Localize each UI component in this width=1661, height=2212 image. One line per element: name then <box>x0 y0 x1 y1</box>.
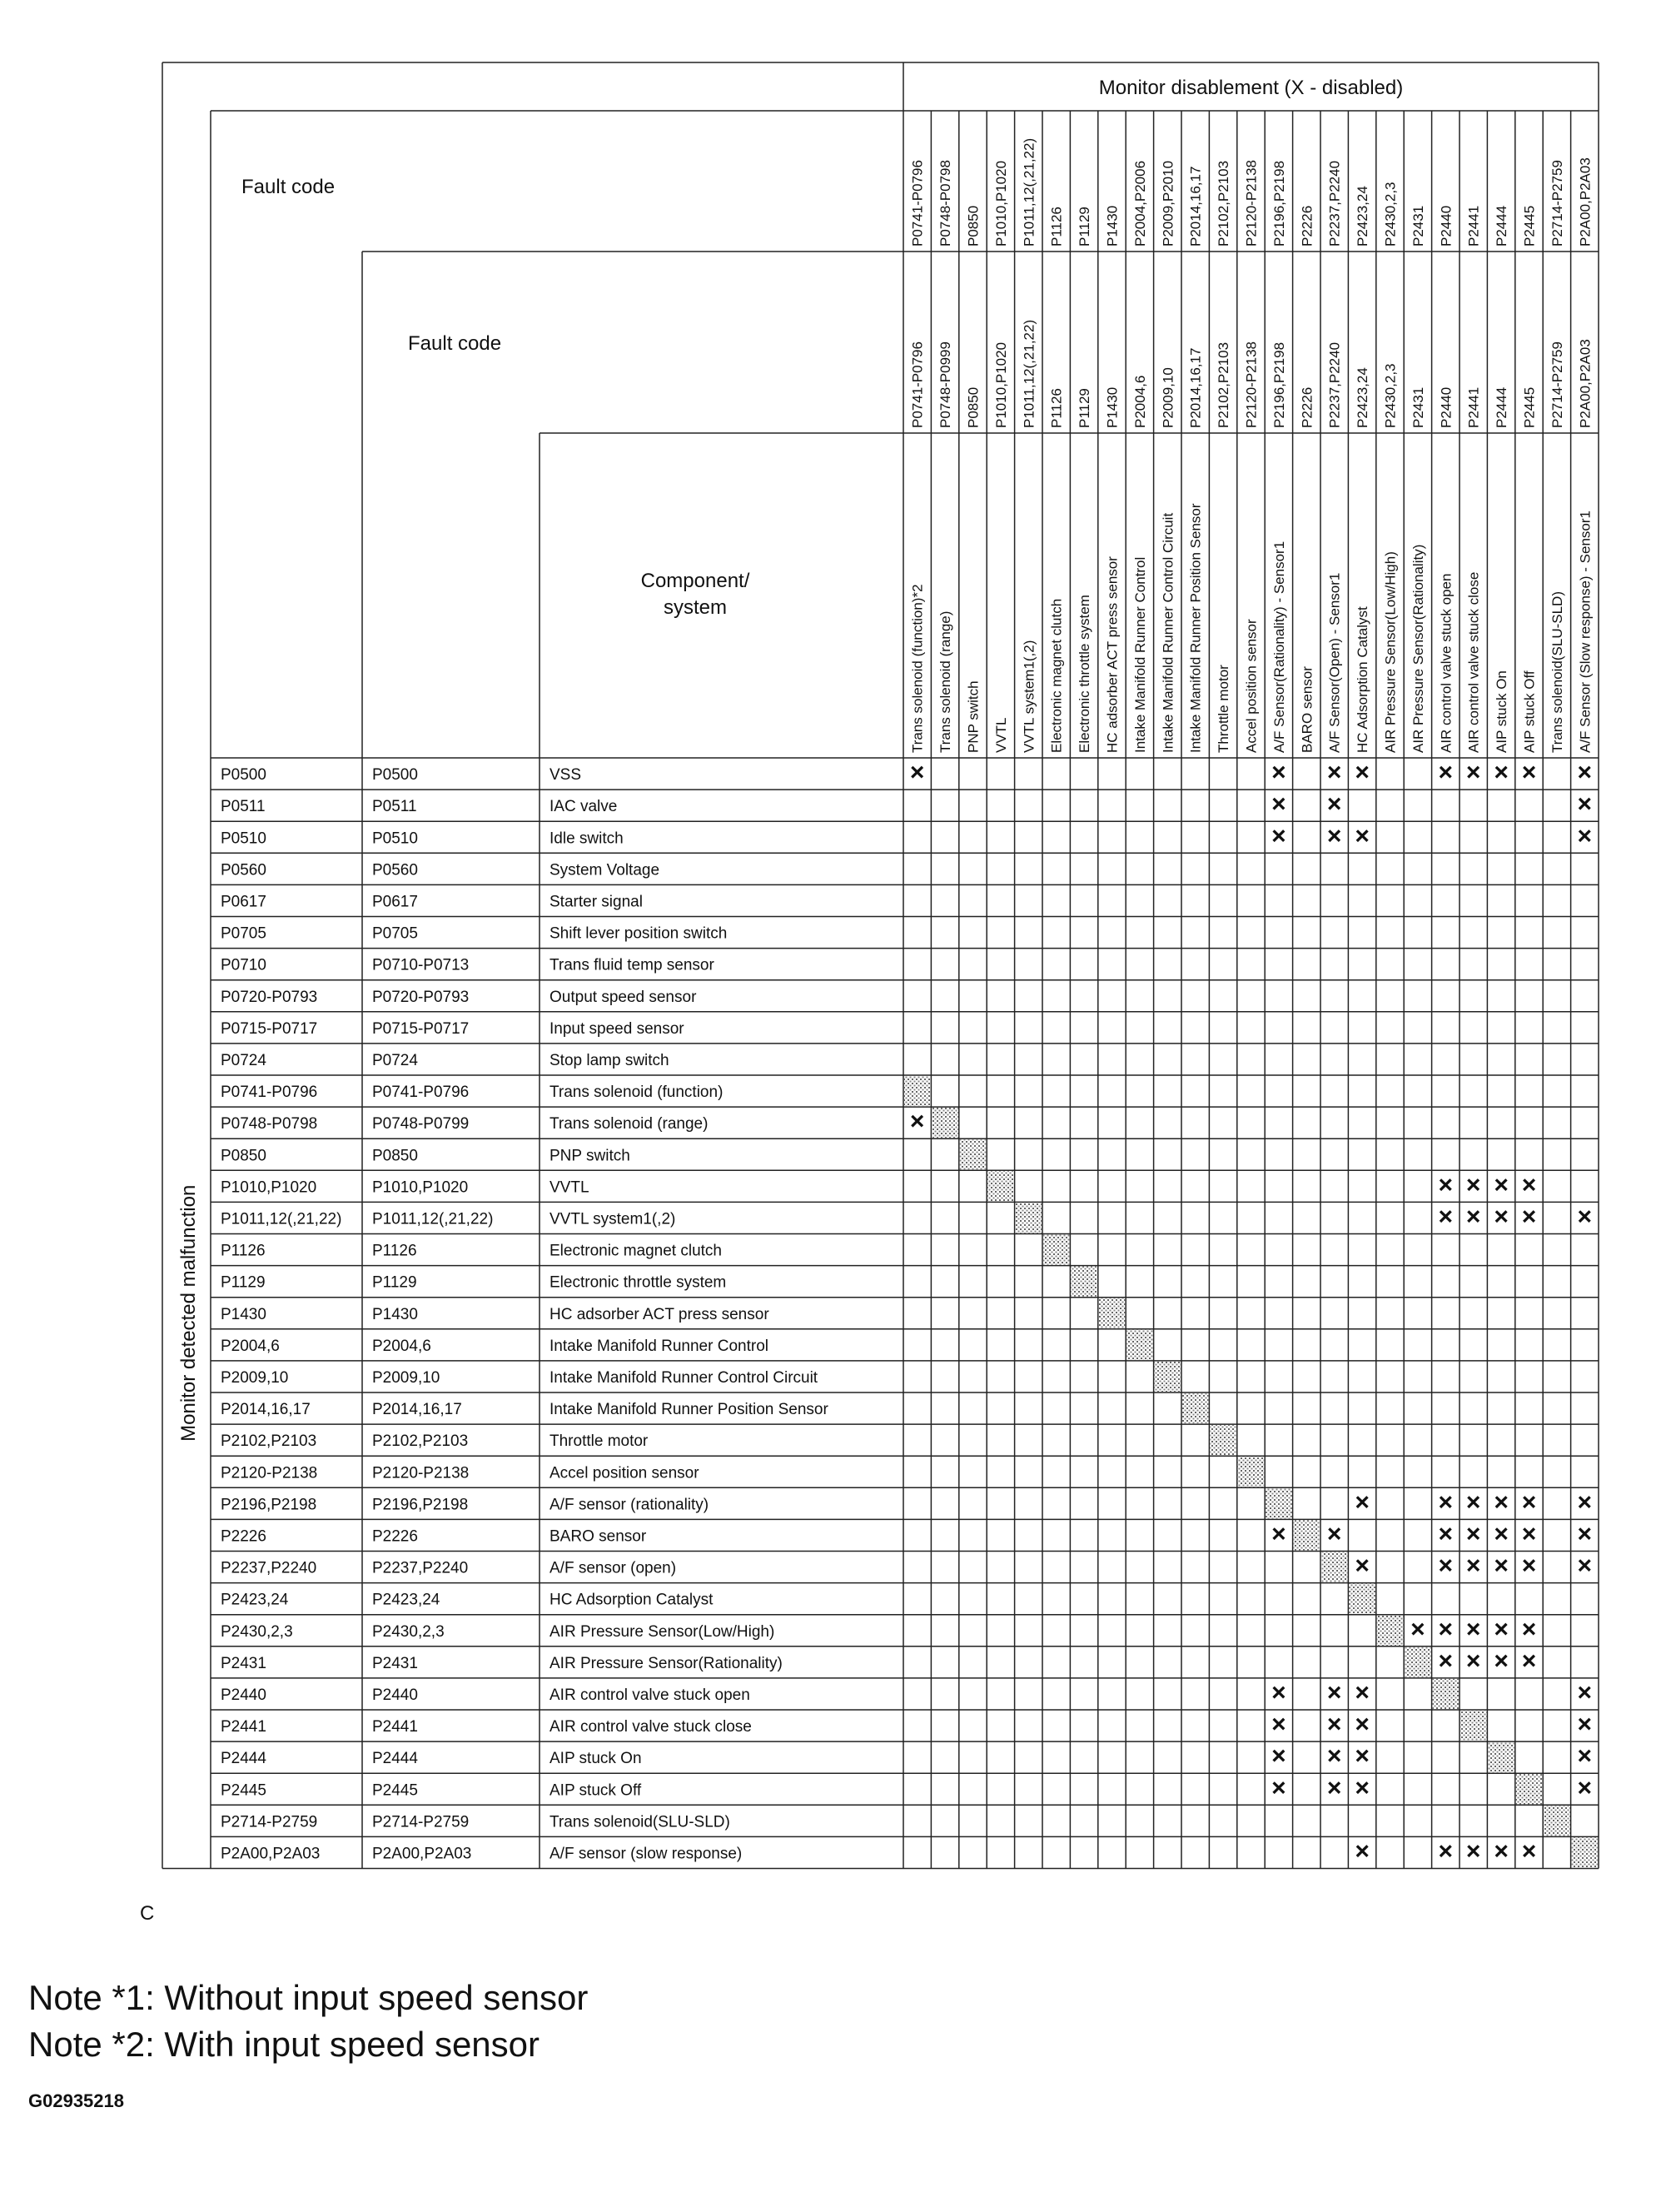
row-code2: P2440 <box>372 1686 418 1704</box>
component-label-line2: system <box>663 596 728 619</box>
row-component: Idle switch <box>550 830 624 848</box>
shaded-cell <box>1182 1393 1208 1423</box>
row-code2: P0705 <box>372 924 418 943</box>
row-component: PNP switch <box>550 1147 630 1165</box>
column-component: Throttle motor <box>1216 665 1232 753</box>
x-mark: × <box>1465 1520 1481 1548</box>
x-mark: × <box>1494 1488 1509 1517</box>
column-code2: P2423,24 <box>1355 367 1371 428</box>
x-mark: × <box>1326 1774 1342 1802</box>
row-code1: P0617 <box>221 893 266 911</box>
shaded-cell <box>1321 1552 1347 1582</box>
column-code1: P2714-P2759 <box>1549 160 1565 247</box>
x-mark: × <box>1326 1742 1342 1771</box>
column-code2: P2226 <box>1299 386 1315 428</box>
column-component: AIP stuck On <box>1494 670 1510 753</box>
column-code1: P2237,P2240 <box>1326 160 1343 247</box>
x-mark: × <box>1465 1552 1481 1580</box>
x-mark: × <box>1577 1742 1593 1771</box>
row-component: AIR Pressure Sensor(Low/High) <box>550 1622 775 1641</box>
row-component: A/F sensor (open) <box>550 1559 677 1577</box>
column-code2: P1010,P1020 <box>992 341 1009 428</box>
x-mark: × <box>1521 1615 1537 1643</box>
x-mark: × <box>1326 759 1342 787</box>
x-mark: × <box>1355 1552 1370 1580</box>
column-code2: P2237,P2240 <box>1326 341 1343 428</box>
column-component: Trans solenoid (range) <box>937 610 954 753</box>
row-code1: P0510 <box>221 830 266 848</box>
row-code2: P0710-P0713 <box>372 956 470 974</box>
column-component: A/F Sensor (Slow response) - Sensor1 <box>1577 510 1594 753</box>
column-code2: P0850 <box>965 386 982 428</box>
column-component: Intake Manifold Runner Control Circuit <box>1160 512 1176 753</box>
row-code2: P2102,P2103 <box>372 1432 469 1451</box>
row-code1: P2120-P2138 <box>221 1464 318 1482</box>
column-code1: P1430 <box>1104 205 1121 247</box>
column-code1: P0748-P0798 <box>937 160 954 247</box>
column-component: Electronic throttle system <box>1077 595 1093 753</box>
row-component: AIR control valve stuck close <box>550 1718 752 1736</box>
table-text <box>177 77 1593 1865</box>
x-mark: × <box>1521 1488 1537 1517</box>
shaded-cell <box>1377 1616 1403 1646</box>
row-code2: P2120-P2138 <box>372 1464 470 1482</box>
x-mark: × <box>1465 1171 1481 1199</box>
row-component: Throttle motor <box>550 1432 649 1451</box>
column-component: AIR control valve stuck close <box>1465 571 1482 753</box>
row-code1: P2440 <box>221 1686 266 1704</box>
shaded-cell <box>904 1076 930 1106</box>
shaded-cell <box>1544 1806 1569 1836</box>
component-label-line1: Component/ <box>640 570 750 592</box>
column-component: Intake Manifold Runner Control <box>1131 556 1148 753</box>
row-component: Starter signal <box>550 893 643 911</box>
shaded-cell <box>1572 1837 1598 1867</box>
x-mark: × <box>1438 1552 1454 1580</box>
row-code1: P0500 <box>221 766 266 785</box>
row-code1: P2441 <box>221 1718 266 1736</box>
column-code2: P2430,2,3 <box>1382 363 1399 428</box>
shaded-cell <box>1238 1457 1264 1487</box>
x-mark: × <box>1577 1552 1593 1580</box>
x-mark: × <box>1494 1615 1509 1643</box>
row-code2: P0511 <box>372 798 417 816</box>
column-code2: P2014,16,17 <box>1187 347 1204 428</box>
column-component: Trans solenoid(SLU-SLD) <box>1549 591 1565 753</box>
x-mark: × <box>1465 1647 1481 1675</box>
column-code2: P1129 <box>1077 388 1093 428</box>
row-code2: P2714-P2759 <box>372 1813 470 1831</box>
x-mark: × <box>1494 1552 1509 1580</box>
row-code1: P0850 <box>221 1147 266 1165</box>
x-mark: × <box>1355 1488 1370 1517</box>
row-code1: P2A00,P2A03 <box>221 1845 321 1863</box>
row-component: Electronic throttle system <box>550 1273 727 1292</box>
x-mark: × <box>1438 1615 1454 1643</box>
column-code1: P2445 <box>1521 205 1538 247</box>
top-header-label: Monitor disablement (X - disabled) <box>1098 77 1404 99</box>
row-code1: P0715-P0717 <box>221 1019 318 1038</box>
row-code2: P2009,10 <box>372 1368 440 1387</box>
row-component: Intake Manifold Runner Control <box>550 1337 768 1355</box>
shaded-cell <box>1126 1330 1152 1360</box>
row-code2: P2444 <box>372 1750 418 1768</box>
row-component: AIR Pressure Sensor(Rationality) <box>550 1654 783 1672</box>
column-code1: P2430,2,3 <box>1382 182 1399 247</box>
row-code1: P0710 <box>221 956 266 974</box>
row-code2: P0741-P0796 <box>372 1084 470 1102</box>
column-code2: P2004,6 <box>1131 375 1148 428</box>
x-mark: × <box>1521 1647 1537 1675</box>
row-code2: P2196,P2198 <box>372 1496 469 1514</box>
column-code2: P1011,12(,21,22) <box>1021 319 1037 428</box>
x-mark: × <box>1271 1520 1286 1548</box>
x-mark: × <box>1438 1647 1454 1675</box>
column-code1: P1126 <box>1048 207 1065 247</box>
shaded-cell <box>1266 1488 1291 1518</box>
x-mark: × <box>1271 1678 1286 1706</box>
row-component: Trans fluid temp sensor <box>550 956 714 974</box>
x-mark: × <box>1438 759 1454 787</box>
row-code2: P2A00,P2A03 <box>372 1845 472 1863</box>
x-mark: × <box>1271 1742 1286 1771</box>
row-code1: P2009,10 <box>221 1368 289 1387</box>
row-code1: P2014,16,17 <box>221 1401 311 1419</box>
shaded-cell <box>1071 1267 1097 1297</box>
row-code1: P2430,2,3 <box>221 1622 293 1641</box>
row-code1: P1129 <box>221 1273 266 1292</box>
column-component: HC Adsorption Catalyst <box>1355 606 1371 753</box>
row-component: Electronic magnet clutch <box>550 1242 722 1260</box>
column-component: PNP switch <box>965 680 982 753</box>
x-mark: × <box>1577 1520 1593 1548</box>
column-code2: P0748-P0999 <box>937 341 954 428</box>
shaded-cell <box>1210 1425 1236 1455</box>
column-component: HC adsorber ACT press sensor <box>1104 556 1121 753</box>
shaded-cell <box>1016 1203 1042 1233</box>
x-mark: × <box>1465 1615 1481 1643</box>
column-code1: P1129 <box>1077 207 1093 247</box>
row-code1: P2237,P2240 <box>221 1559 317 1577</box>
x-mark: × <box>1326 790 1342 819</box>
row-code2: P2226 <box>372 1527 418 1546</box>
column-code2: P2714-P2759 <box>1549 341 1565 428</box>
shaded-cell <box>1099 1298 1125 1328</box>
row-code1: P0560 <box>221 861 266 879</box>
column-component: Accel position sensor <box>1243 619 1260 753</box>
row-code1: P2714-P2759 <box>221 1813 318 1831</box>
column-code1: P0741-P0796 <box>909 160 926 247</box>
shaded-cell <box>1349 1584 1375 1614</box>
row-code2: P0720-P0793 <box>372 988 470 1006</box>
row-component: Trans solenoid (function) <box>550 1084 724 1102</box>
x-mark: × <box>1494 1837 1509 1866</box>
row-code1: P0748-P0798 <box>221 1115 318 1133</box>
x-mark: × <box>1355 1678 1370 1706</box>
row-code2: P2430,2,3 <box>372 1622 445 1641</box>
column-code1: P2004,P2006 <box>1131 160 1148 247</box>
row-code2: P0560 <box>372 861 418 879</box>
row-code2: P0510 <box>372 830 418 848</box>
column-code2: P2196,P2198 <box>1271 341 1287 428</box>
x-mark: × <box>1271 822 1286 850</box>
row-component: Output speed sensor <box>550 988 697 1006</box>
note-1: Note *1: Without input speed sensor <box>28 1978 589 2017</box>
side-label: Monitor detected malfunction <box>177 1184 200 1442</box>
column-code2: P2009,10 <box>1160 367 1176 428</box>
x-mark: × <box>1355 1837 1370 1866</box>
shaded-cell <box>1433 1679 1459 1709</box>
shaded-cell <box>1516 1774 1542 1804</box>
row-code1: P1126 <box>221 1242 266 1260</box>
row-code1: P0720-P0793 <box>221 988 318 1006</box>
x-mark: × <box>1326 822 1342 850</box>
x-mark: × <box>1355 1774 1370 1802</box>
row-code2: P0724 <box>372 1051 418 1069</box>
x-mark: × <box>1577 1203 1593 1231</box>
row-component: VVTL <box>550 1178 589 1197</box>
row-component: HC adsorber ACT press sensor <box>550 1305 769 1323</box>
column-code2: P2102,P2103 <box>1216 341 1232 428</box>
c-mark: C <box>140 1902 155 1925</box>
column-code2: P2440 <box>1438 386 1455 428</box>
column-code1: P2102,P2103 <box>1216 160 1232 247</box>
column-code2: P2120-P2138 <box>1243 341 1260 428</box>
row-code1: P2431 <box>221 1654 266 1672</box>
x-mark: × <box>1577 1678 1593 1706</box>
column-component: VVTL <box>992 717 1009 753</box>
column-code2: P2444 <box>1494 386 1510 428</box>
x-mark: × <box>1521 1837 1537 1866</box>
row-component: VSS <box>550 766 582 785</box>
column-code1: P2440 <box>1438 205 1455 247</box>
column-code2: P2441 <box>1465 386 1482 428</box>
figure-id: G02935218 <box>28 2090 124 2111</box>
column-code1: P2441 <box>1465 205 1482 247</box>
row-component: AIR control valve stuck open <box>550 1686 750 1704</box>
x-mark: × <box>1494 1520 1509 1548</box>
shaded-cell <box>987 1171 1013 1201</box>
column-component: AIR control valve stuck open <box>1438 573 1455 753</box>
column-code1: P2423,24 <box>1355 186 1371 247</box>
x-mark: × <box>1521 1520 1537 1548</box>
column-code2: P1126 <box>1048 388 1065 428</box>
x-mark: × <box>1465 1203 1481 1231</box>
shaded-cell <box>1294 1520 1320 1550</box>
x-mark: × <box>1494 759 1509 787</box>
x-mark: × <box>1355 1711 1370 1739</box>
x-mark: × <box>1355 759 1370 787</box>
row-code2: P0617 <box>372 893 418 911</box>
x-mark: × <box>1521 1552 1537 1580</box>
row-component: Trans solenoid (range) <box>550 1115 709 1133</box>
shaded-cell <box>1488 1742 1514 1772</box>
x-mark: × <box>1465 1837 1481 1866</box>
row-code1: P2423,24 <box>221 1591 289 1609</box>
row-component: HC Adsorption Catalyst <box>550 1591 714 1609</box>
row-component: Shift lever position switch <box>550 924 728 943</box>
row-code1: P2445 <box>221 1781 266 1800</box>
row-code2: P0850 <box>372 1147 418 1165</box>
row-code1: P2004,6 <box>221 1337 280 1355</box>
column-code2: P1430 <box>1104 386 1121 428</box>
row-code1: P1430 <box>221 1305 266 1323</box>
column-code1: P2196,P2198 <box>1271 160 1287 247</box>
column-component: Electronic magnet clutch <box>1048 598 1065 753</box>
row-component: Input speed sensor <box>550 1019 684 1038</box>
column-code2: P2A00,P2A03 <box>1577 339 1594 428</box>
column-component: AIR Pressure Sensor(Low/High) <box>1382 551 1399 753</box>
x-mark: × <box>1577 790 1593 819</box>
shaded-cell <box>960 1139 986 1169</box>
column-code2: P2431 <box>1410 386 1426 428</box>
row-component: Stop lamp switch <box>550 1051 669 1069</box>
x-mark: × <box>1438 1203 1454 1231</box>
x-mark: × <box>1465 1488 1481 1517</box>
row-code2: P2445 <box>372 1781 418 1800</box>
x-mark: × <box>1577 759 1593 787</box>
column-code1: P1010,P1020 <box>992 160 1009 247</box>
x-mark: × <box>1271 1774 1286 1802</box>
row-code1: P0511 <box>221 798 266 816</box>
row-code1: P0724 <box>221 1051 266 1069</box>
row-code1: P2226 <box>221 1527 266 1546</box>
row-component: A/F sensor (rationality) <box>550 1496 709 1514</box>
row-code1: P1010,P1020 <box>221 1178 317 1197</box>
column-code1: P2A00,P2A03 <box>1577 157 1594 247</box>
column-component: A/F Sensor(Rationality) - Sensor1 <box>1271 541 1287 753</box>
fault-code-label-1: Fault code <box>241 176 336 198</box>
row-code2: P0715-P0717 <box>372 1019 470 1038</box>
shaded-cell <box>932 1108 957 1138</box>
row-component: IAC valve <box>550 798 618 816</box>
row-code1: P2196,P2198 <box>221 1496 317 1514</box>
x-mark: × <box>909 1108 925 1136</box>
row-code2: P2004,6 <box>372 1337 431 1355</box>
row-component: AIP stuck On <box>550 1750 642 1768</box>
row-code2: P1129 <box>372 1273 417 1292</box>
x-mark: × <box>1271 759 1286 787</box>
row-code1: P1011,12(,21,22) <box>221 1210 342 1228</box>
column-code1: P1011,12(,21,22) <box>1021 137 1037 247</box>
column-code2: P2445 <box>1521 386 1538 428</box>
x-mark: × <box>1577 822 1593 850</box>
row-component: BARO sensor <box>550 1527 647 1546</box>
x-mark: × <box>1577 1711 1593 1739</box>
row-code2: P2431 <box>372 1654 418 1672</box>
x-mark: × <box>1494 1647 1509 1675</box>
x-mark: × <box>1410 1615 1425 1643</box>
x-mark: × <box>1521 1203 1537 1231</box>
row-component: Intake Manifold Runner Position Sensor <box>550 1401 828 1419</box>
shaded-cell <box>1460 1711 1486 1741</box>
column-component: Intake Manifold Runner Position Sensor <box>1187 503 1204 753</box>
x-mark: × <box>1438 1171 1454 1199</box>
row-code2: P1010,P1020 <box>372 1178 469 1197</box>
column-code1: P0850 <box>965 205 982 247</box>
x-mark: × <box>1326 1520 1342 1548</box>
column-component: AIP stuck Off <box>1521 670 1538 753</box>
x-mark: × <box>1355 822 1370 850</box>
row-code2: P0748-P0799 <box>372 1115 470 1133</box>
column-code1: P2431 <box>1410 205 1426 247</box>
note-2: Note *2: With input speed sensor <box>28 2025 540 2064</box>
x-mark: × <box>1326 1711 1342 1739</box>
row-code1: P0705 <box>221 924 266 943</box>
row-component: A/F sensor (slow response) <box>550 1845 743 1863</box>
x-mark: × <box>1271 1711 1286 1739</box>
x-mark: × <box>1494 1171 1509 1199</box>
x-mark: × <box>1494 1203 1509 1231</box>
shaded-cell <box>1155 1362 1181 1392</box>
x-mark: × <box>1521 759 1537 787</box>
column-component: VVTL system1(,2) <box>1021 640 1037 753</box>
column-component: A/F Sensor(Open) - Sensor1 <box>1326 572 1343 753</box>
row-component: Intake Manifold Runner Control Circuit <box>550 1368 818 1387</box>
row-component: AIP stuck Off <box>550 1781 642 1800</box>
column-component: BARO sensor <box>1299 666 1315 753</box>
x-mark: × <box>1577 1774 1593 1802</box>
column-component: Trans solenoid (function)*2 <box>909 584 926 753</box>
fault-code-label-2: Fault code <box>408 332 502 355</box>
x-mark: × <box>909 759 925 787</box>
column-code1: P2444 <box>1494 205 1510 247</box>
row-component: Accel position sensor <box>550 1464 699 1482</box>
x-mark: × <box>1271 790 1286 819</box>
x-mark: × <box>1438 1837 1454 1866</box>
row-code2: P2237,P2240 <box>372 1559 469 1577</box>
x-mark: × <box>1326 1678 1342 1706</box>
shaded-cell <box>1405 1647 1430 1677</box>
column-code2: P0741-P0796 <box>909 341 926 428</box>
x-mark: × <box>1438 1520 1454 1548</box>
row-component: Trans solenoid(SLU-SLD) <box>550 1813 730 1831</box>
column-component: AIR Pressure Sensor(Rationality) <box>1410 544 1426 753</box>
column-code1: P2014,16,17 <box>1187 166 1204 247</box>
row-code2: P1126 <box>372 1242 417 1260</box>
column-code1: P2120-P2138 <box>1243 160 1260 247</box>
x-mark: × <box>1465 759 1481 787</box>
row-code1: P0741-P0796 <box>221 1084 318 1102</box>
column-code1: P2009,P2010 <box>1160 160 1176 247</box>
x-mark: × <box>1577 1488 1593 1517</box>
row-component: System Voltage <box>550 861 660 879</box>
row-code2: P2014,16,17 <box>372 1401 462 1419</box>
row-code2: P0500 <box>372 766 418 785</box>
x-mark: × <box>1355 1742 1370 1771</box>
row-code2: P1430 <box>372 1305 418 1323</box>
row-code2: P2423,24 <box>372 1591 440 1609</box>
row-code2: P1011,12(,21,22) <box>372 1210 494 1228</box>
row-code2: P2441 <box>372 1718 418 1736</box>
row-code1: P2102,P2103 <box>221 1432 317 1451</box>
shaded-cell <box>1043 1235 1069 1265</box>
x-mark: × <box>1438 1488 1454 1517</box>
x-mark: × <box>1521 1171 1537 1199</box>
row-code1: P2444 <box>221 1750 266 1768</box>
row-component: VVTL system1(,2) <box>550 1210 676 1228</box>
column-code1: P2226 <box>1299 205 1315 247</box>
